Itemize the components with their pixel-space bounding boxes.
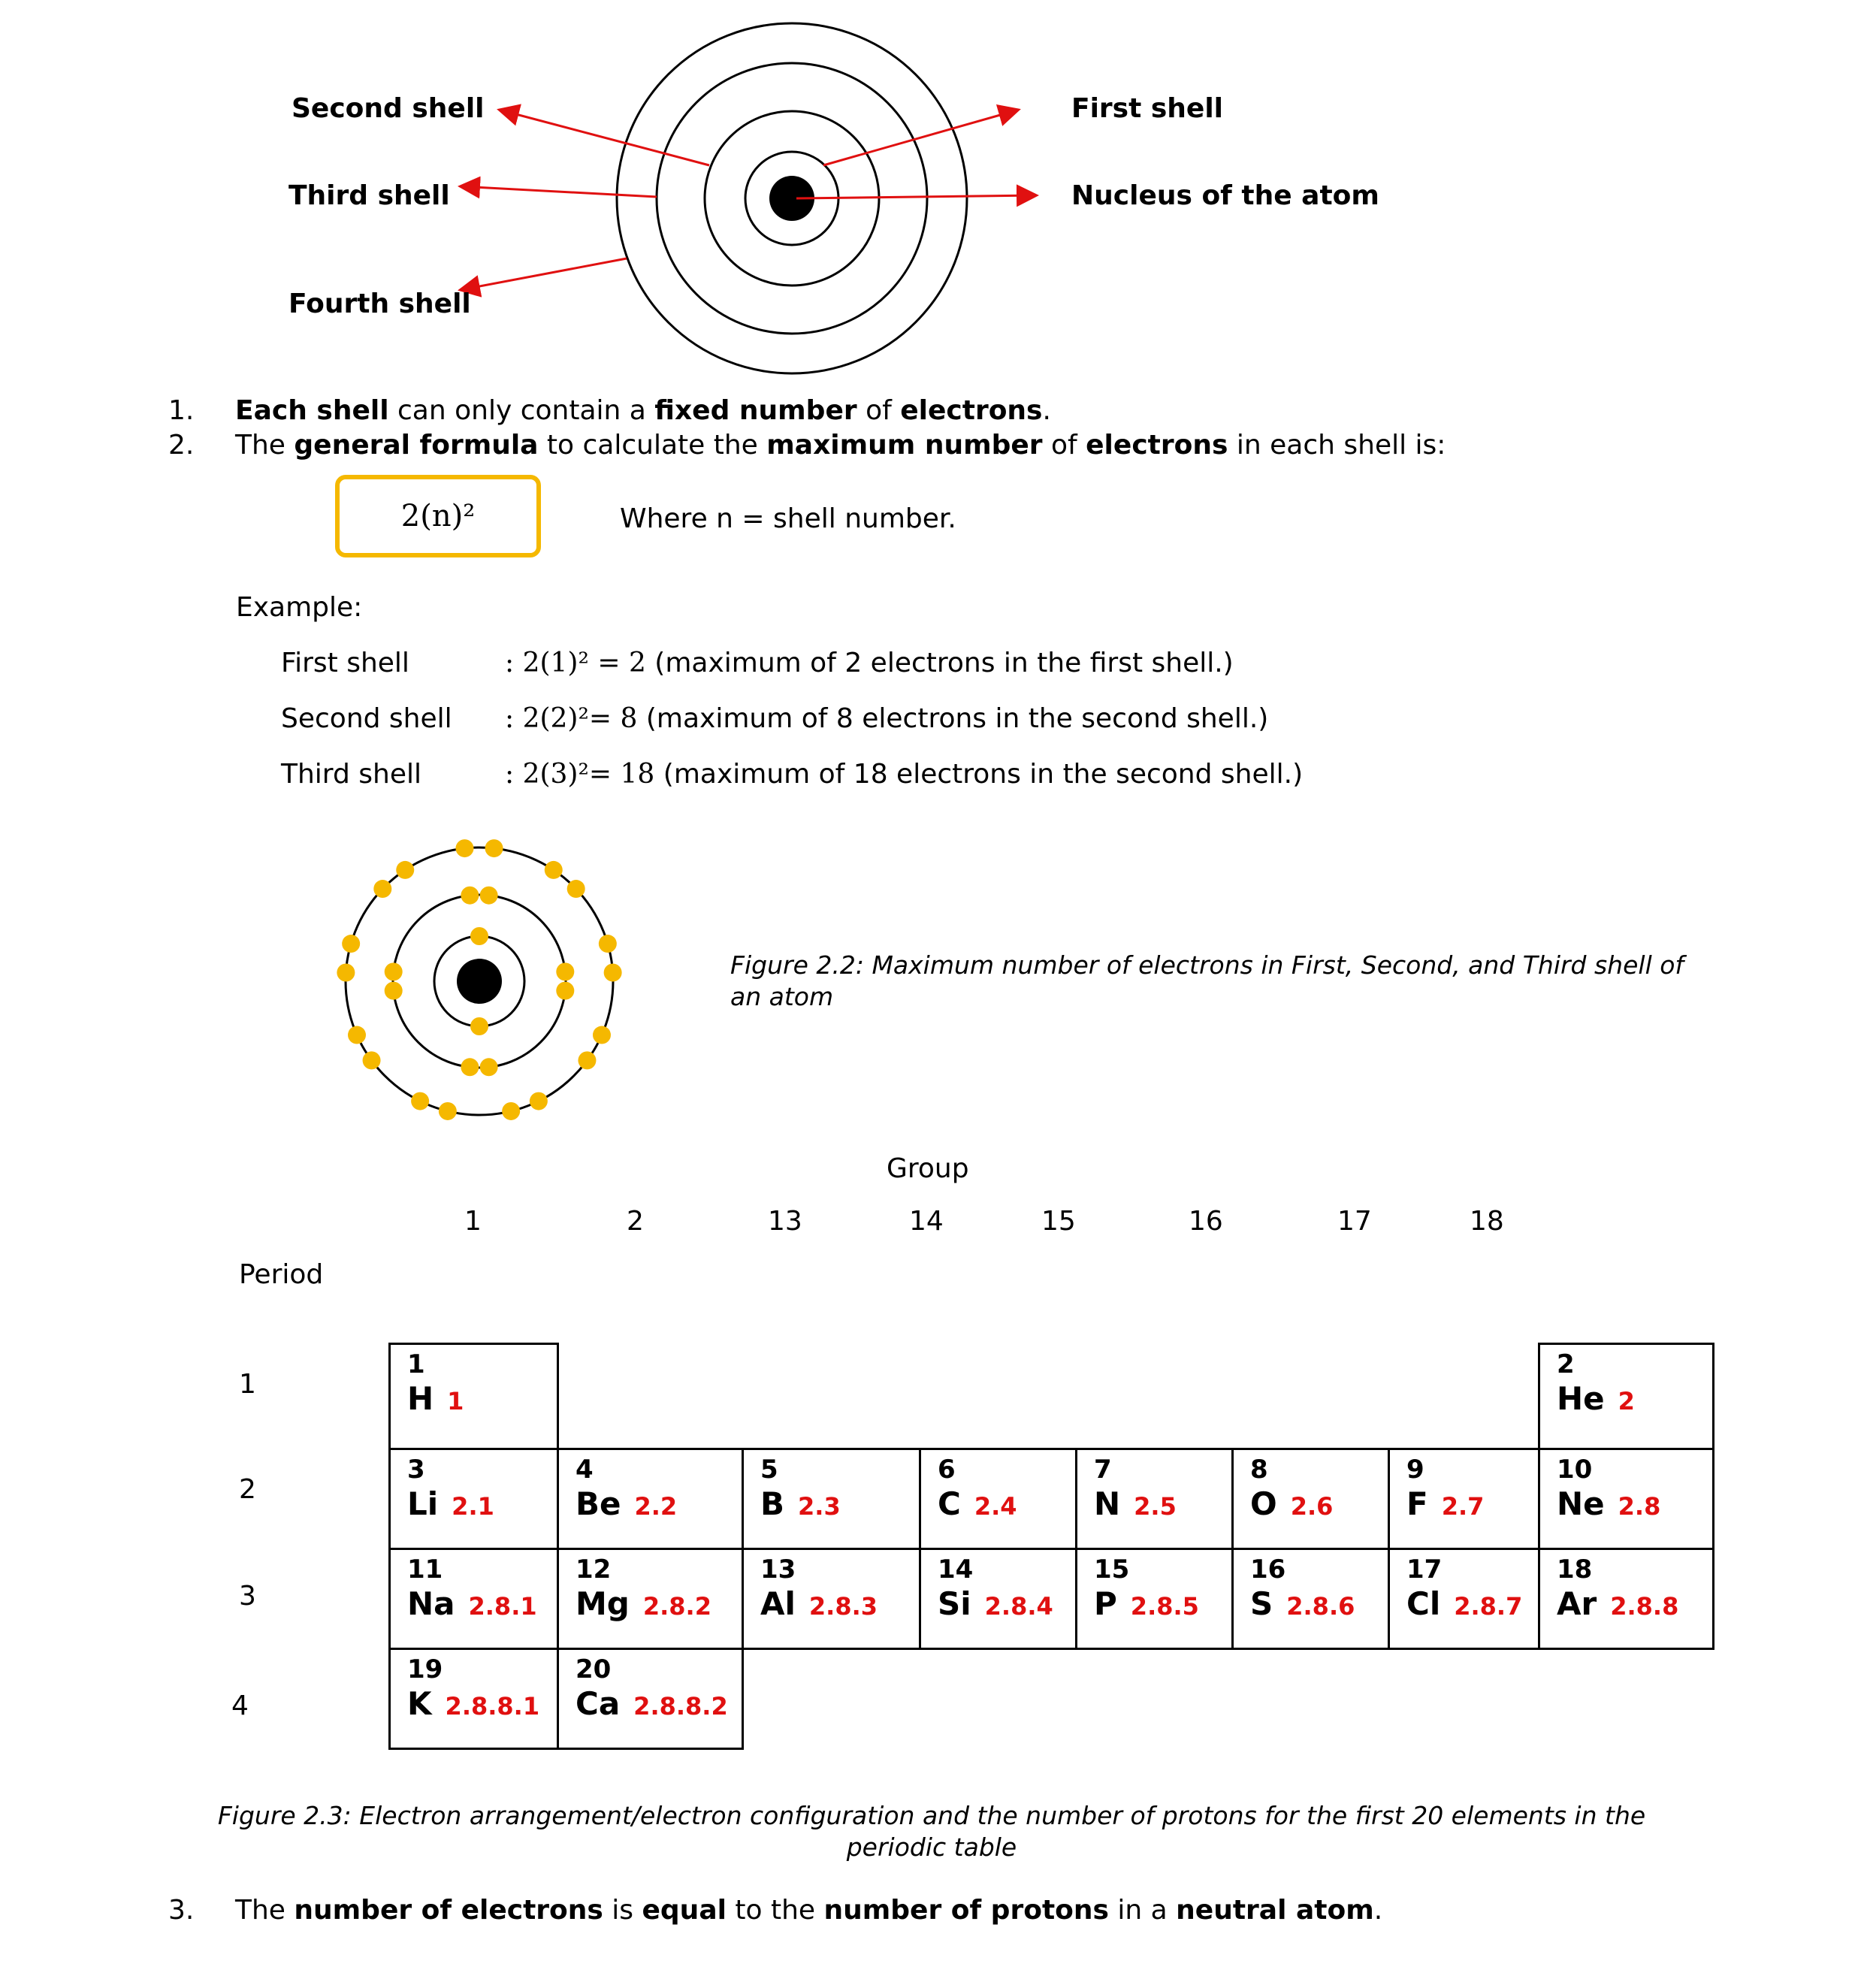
example-shell-third: Third shell xyxy=(281,759,421,790)
table-gap xyxy=(1539,1649,1714,1749)
element-symbol: O xyxy=(1250,1485,1277,1522)
label-fourth-shell: Fourth shell xyxy=(289,289,471,319)
table-gap xyxy=(1077,1649,1233,1749)
electron xyxy=(348,1026,366,1044)
group-number: 15 xyxy=(1041,1206,1076,1237)
atomic-number: 1 xyxy=(407,1349,425,1379)
text-run: . xyxy=(1042,395,1051,426)
element-symbol: K xyxy=(407,1685,432,1722)
electron xyxy=(411,1092,429,1110)
electron-configuration: 1 xyxy=(447,1387,464,1415)
element-symbol: Ca xyxy=(576,1685,621,1722)
electron-configuration: 2.8 xyxy=(1618,1492,1661,1521)
element-content xyxy=(559,1650,742,1748)
electron xyxy=(480,1058,498,1076)
table-gap xyxy=(1389,1649,1539,1749)
element-symbol: S xyxy=(1250,1585,1273,1622)
atomic-number: 7 xyxy=(1094,1455,1112,1485)
bold-term: fixed number xyxy=(654,395,857,426)
electron-configuration: 2.8.2 xyxy=(642,1592,711,1621)
atomic-number: 9 xyxy=(1406,1455,1424,1485)
electron xyxy=(578,1051,596,1069)
arrow-fourth-shell xyxy=(460,258,627,290)
electron-configuration: 2.5 xyxy=(1134,1492,1177,1521)
periodic-table xyxy=(388,1343,1714,1750)
element-cell xyxy=(1539,1344,1714,1449)
electron-configuration: 2.3 xyxy=(798,1492,841,1521)
atomic-number: 15 xyxy=(1094,1554,1130,1585)
element-content xyxy=(1234,1550,1388,1648)
electron-configuration: 2.6 xyxy=(1290,1492,1334,1521)
element-cell xyxy=(1539,1449,1714,1549)
atomic-number: 12 xyxy=(576,1554,612,1585)
element-cell xyxy=(1077,1549,1233,1649)
period-row xyxy=(390,1449,1714,1549)
element-cell xyxy=(1389,1549,1539,1649)
element-symbol: Cl xyxy=(1406,1585,1441,1622)
electron-configuration: 2.7 xyxy=(1441,1492,1485,1521)
electron-configuration: 2.1 xyxy=(452,1492,494,1521)
element-cell xyxy=(1233,1449,1389,1549)
electron xyxy=(385,962,403,980)
element-content xyxy=(1540,1345,1712,1448)
atomic-number: 6 xyxy=(938,1455,956,1485)
electron xyxy=(556,962,574,980)
electron xyxy=(363,1051,381,1069)
period-row xyxy=(390,1344,1714,1449)
example-calc-third-note: (maximum of 18 electrons in the second shell.) xyxy=(654,759,1304,790)
table-gap xyxy=(558,1344,1539,1449)
element-cell xyxy=(1539,1549,1714,1649)
period-number: 2 xyxy=(239,1474,256,1505)
point-3-text xyxy=(235,1895,1382,1926)
element-cell xyxy=(390,1649,558,1749)
example-calc-third xyxy=(505,759,1303,790)
atomic-number: 11 xyxy=(407,1554,443,1585)
element-cell xyxy=(920,1549,1077,1649)
element-cell xyxy=(1233,1549,1389,1649)
example-calc-second-note: (maximum of 8 electrons in the second shell.) xyxy=(637,703,1269,734)
atom-shell-diagram xyxy=(0,0,1864,391)
element-cell xyxy=(390,1549,558,1649)
electron xyxy=(342,935,360,953)
element-content xyxy=(391,1550,557,1648)
electron-configuration: 2.8.8.2 xyxy=(633,1692,728,1721)
group-number: 13 xyxy=(768,1206,802,1237)
electron xyxy=(455,839,473,857)
electron-configuration: 2 xyxy=(1618,1387,1635,1415)
atomic-number: 16 xyxy=(1250,1554,1286,1585)
point-1-text xyxy=(235,395,1051,426)
element-cell xyxy=(558,1649,743,1749)
element-content xyxy=(559,1450,742,1548)
group-number: 17 xyxy=(1337,1206,1372,1237)
element-content xyxy=(921,1550,1075,1648)
bold-term: number of protons xyxy=(823,1895,1109,1926)
bold-term: Each shell xyxy=(235,395,389,426)
electron-configuration: 2.2 xyxy=(634,1492,678,1521)
element-symbol: P xyxy=(1094,1585,1117,1622)
element-symbol: F xyxy=(1406,1485,1428,1522)
element-content xyxy=(744,1550,919,1648)
electron-configuration: 2.8.8.1 xyxy=(445,1692,540,1721)
electron xyxy=(396,861,414,879)
example-calc-first-note: (maximum of 2 electrons in the first shell.) xyxy=(645,648,1234,678)
atomic-number: 17 xyxy=(1406,1554,1443,1585)
element-content xyxy=(744,1450,919,1548)
element-content xyxy=(1390,1550,1538,1648)
atomic-number: 14 xyxy=(938,1554,974,1585)
element-symbol: Ne xyxy=(1557,1485,1605,1522)
text-run: The xyxy=(235,1895,295,1926)
atomic-number: 8 xyxy=(1250,1455,1268,1485)
electron-configuration: 2.8.3 xyxy=(808,1592,878,1621)
arrow-second-shell xyxy=(499,110,709,165)
electron xyxy=(530,1092,548,1110)
electron xyxy=(470,1017,488,1035)
arrow-nucleus xyxy=(796,195,1037,198)
text-run: to the xyxy=(726,1895,824,1926)
text-run: in a xyxy=(1108,1895,1177,1926)
electron xyxy=(337,964,355,982)
element-cell xyxy=(743,1449,920,1549)
point-2-number: 2. xyxy=(168,430,195,461)
atomic-number: 2 xyxy=(1557,1349,1575,1379)
element-cell xyxy=(1389,1449,1539,1549)
atomic-number: 20 xyxy=(576,1654,612,1684)
electron xyxy=(470,927,488,945)
example-calc-first-formula: : 2(1)² = 2 xyxy=(505,648,646,678)
text-run: to calculate the xyxy=(538,430,767,461)
period-number: 4 xyxy=(231,1690,249,1721)
electron-configuration: 2.4 xyxy=(974,1492,1017,1521)
electron xyxy=(480,887,498,905)
element-cell xyxy=(1077,1449,1233,1549)
table-gap xyxy=(920,1649,1077,1749)
text-run: of xyxy=(1042,430,1086,461)
element-content xyxy=(1077,1550,1231,1648)
electron xyxy=(593,1026,611,1044)
formula-text: 2(n)² xyxy=(400,499,476,533)
element-content xyxy=(391,1650,557,1748)
element-symbol: Be xyxy=(576,1485,621,1522)
electron xyxy=(385,982,403,1000)
example-calc-second xyxy=(505,703,1268,734)
formula-where: Where n = shell number. xyxy=(620,503,956,534)
example-shell-second: Second shell xyxy=(281,703,452,734)
example-heading: Example: xyxy=(236,592,363,623)
element-symbol: Ar xyxy=(1557,1585,1597,1622)
point-2-text xyxy=(235,430,1446,461)
element-content xyxy=(1234,1450,1388,1548)
electron-configuration: 2.8.7 xyxy=(1454,1592,1523,1621)
element-content xyxy=(1390,1450,1538,1548)
element-symbol: Si xyxy=(938,1585,971,1622)
element-symbol: N xyxy=(1094,1485,1121,1522)
electron-shell-figure xyxy=(323,834,639,1134)
text-run: in each shell is: xyxy=(1228,430,1446,461)
bold-term: equal xyxy=(642,1895,727,1926)
text-run: The xyxy=(235,430,295,461)
example-calc-third-formula: : 2(3)²= 18 xyxy=(505,759,655,790)
period-label: Period xyxy=(239,1259,324,1290)
bold-term: electrons xyxy=(1086,430,1228,461)
electron xyxy=(373,880,391,898)
atomic-number: 18 xyxy=(1557,1554,1593,1585)
electron xyxy=(485,839,503,857)
element-content xyxy=(921,1450,1075,1548)
text-run: . xyxy=(1373,1895,1383,1926)
table-gap xyxy=(743,1649,920,1749)
period-row xyxy=(390,1549,1714,1649)
text-run: is xyxy=(603,1895,642,1926)
element-symbol: Na xyxy=(407,1585,455,1622)
period-number: 3 xyxy=(239,1581,256,1612)
element-symbol: Mg xyxy=(576,1585,630,1622)
atomic-number: 4 xyxy=(576,1455,594,1485)
element-symbol: B xyxy=(760,1485,785,1522)
point-3-number: 3. xyxy=(168,1895,195,1926)
element-content xyxy=(391,1450,557,1548)
text-run: of xyxy=(856,395,901,426)
atomic-number: 19 xyxy=(407,1654,443,1684)
electron-configuration: 2.8.5 xyxy=(1130,1592,1199,1621)
bold-term: number of electrons xyxy=(294,1895,603,1926)
element-symbol: He xyxy=(1557,1380,1605,1417)
electron-configuration: 2.8.1 xyxy=(468,1592,537,1621)
label-third-shell: Third shell xyxy=(289,180,450,211)
electron-configuration: 2.8.4 xyxy=(984,1592,1053,1621)
element-content xyxy=(391,1345,557,1448)
bold-term: general formula xyxy=(294,430,539,461)
period-row xyxy=(390,1649,1714,1749)
electron-configuration: 2.8.6 xyxy=(1286,1592,1355,1621)
example-calc-first xyxy=(505,648,1234,678)
element-cell xyxy=(390,1344,558,1449)
electron xyxy=(599,935,617,953)
bold-term: neutral atom xyxy=(1176,1895,1374,1926)
element-symbol: H xyxy=(407,1380,434,1417)
example-calc-second-formula: : 2(2)²= 8 xyxy=(505,703,638,734)
label-first-shell: First shell xyxy=(1071,93,1224,124)
group-number: 14 xyxy=(909,1206,944,1237)
element-content xyxy=(559,1550,742,1648)
element-content xyxy=(1077,1450,1231,1548)
electron xyxy=(545,861,563,879)
label-nucleus: Nucleus of the atom xyxy=(1071,180,1379,211)
electron xyxy=(604,964,622,982)
text-run: can only contain a xyxy=(388,395,655,426)
element-cell xyxy=(390,1449,558,1549)
element-symbol: Al xyxy=(760,1585,796,1622)
arrow-third-shell xyxy=(460,186,657,197)
electron xyxy=(461,887,479,905)
atomic-number: 3 xyxy=(407,1455,425,1485)
formula-box xyxy=(335,475,541,557)
label-second-shell: Second shell xyxy=(292,93,485,124)
electron-nucleus xyxy=(457,959,502,1004)
group-number: 16 xyxy=(1189,1206,1223,1237)
element-cell xyxy=(558,1449,743,1549)
period-number: 1 xyxy=(239,1369,256,1400)
electron xyxy=(439,1102,457,1120)
element-cell xyxy=(558,1549,743,1649)
table-gap xyxy=(1233,1649,1389,1749)
example-shell-first: First shell xyxy=(281,648,409,678)
atomic-number: 10 xyxy=(1557,1455,1593,1485)
element-content xyxy=(1540,1450,1712,1548)
element-symbol: C xyxy=(938,1485,961,1522)
atomic-number: 5 xyxy=(760,1455,778,1485)
element-symbol: Li xyxy=(407,1485,439,1522)
electron xyxy=(461,1058,479,1076)
electron xyxy=(502,1102,520,1120)
figure-2-3-caption: Figure 2.3: Electron arrangement/electron configuration and the number of protons for the first 20 elements in the periodic table xyxy=(217,1801,1646,1862)
atomic-number: 13 xyxy=(760,1554,796,1585)
group-number: 1 xyxy=(464,1206,482,1237)
electron-configuration: 2.8.8 xyxy=(1610,1592,1679,1621)
electron xyxy=(567,880,585,898)
element-cell xyxy=(920,1449,1077,1549)
group-number: 2 xyxy=(627,1206,644,1237)
electron xyxy=(556,982,574,1000)
element-cell xyxy=(743,1549,920,1649)
bold-term: electrons xyxy=(900,395,1043,426)
figure-2-2-caption: Figure 2.2: Maximum number of electrons in First, Second, and Third shell of an atom xyxy=(730,950,1684,1011)
group-label: Group xyxy=(887,1153,969,1184)
group-number: 18 xyxy=(1470,1206,1504,1237)
point-1-number: 1. xyxy=(168,395,195,426)
element-content xyxy=(1540,1550,1712,1648)
bold-term: maximum number xyxy=(766,430,1043,461)
